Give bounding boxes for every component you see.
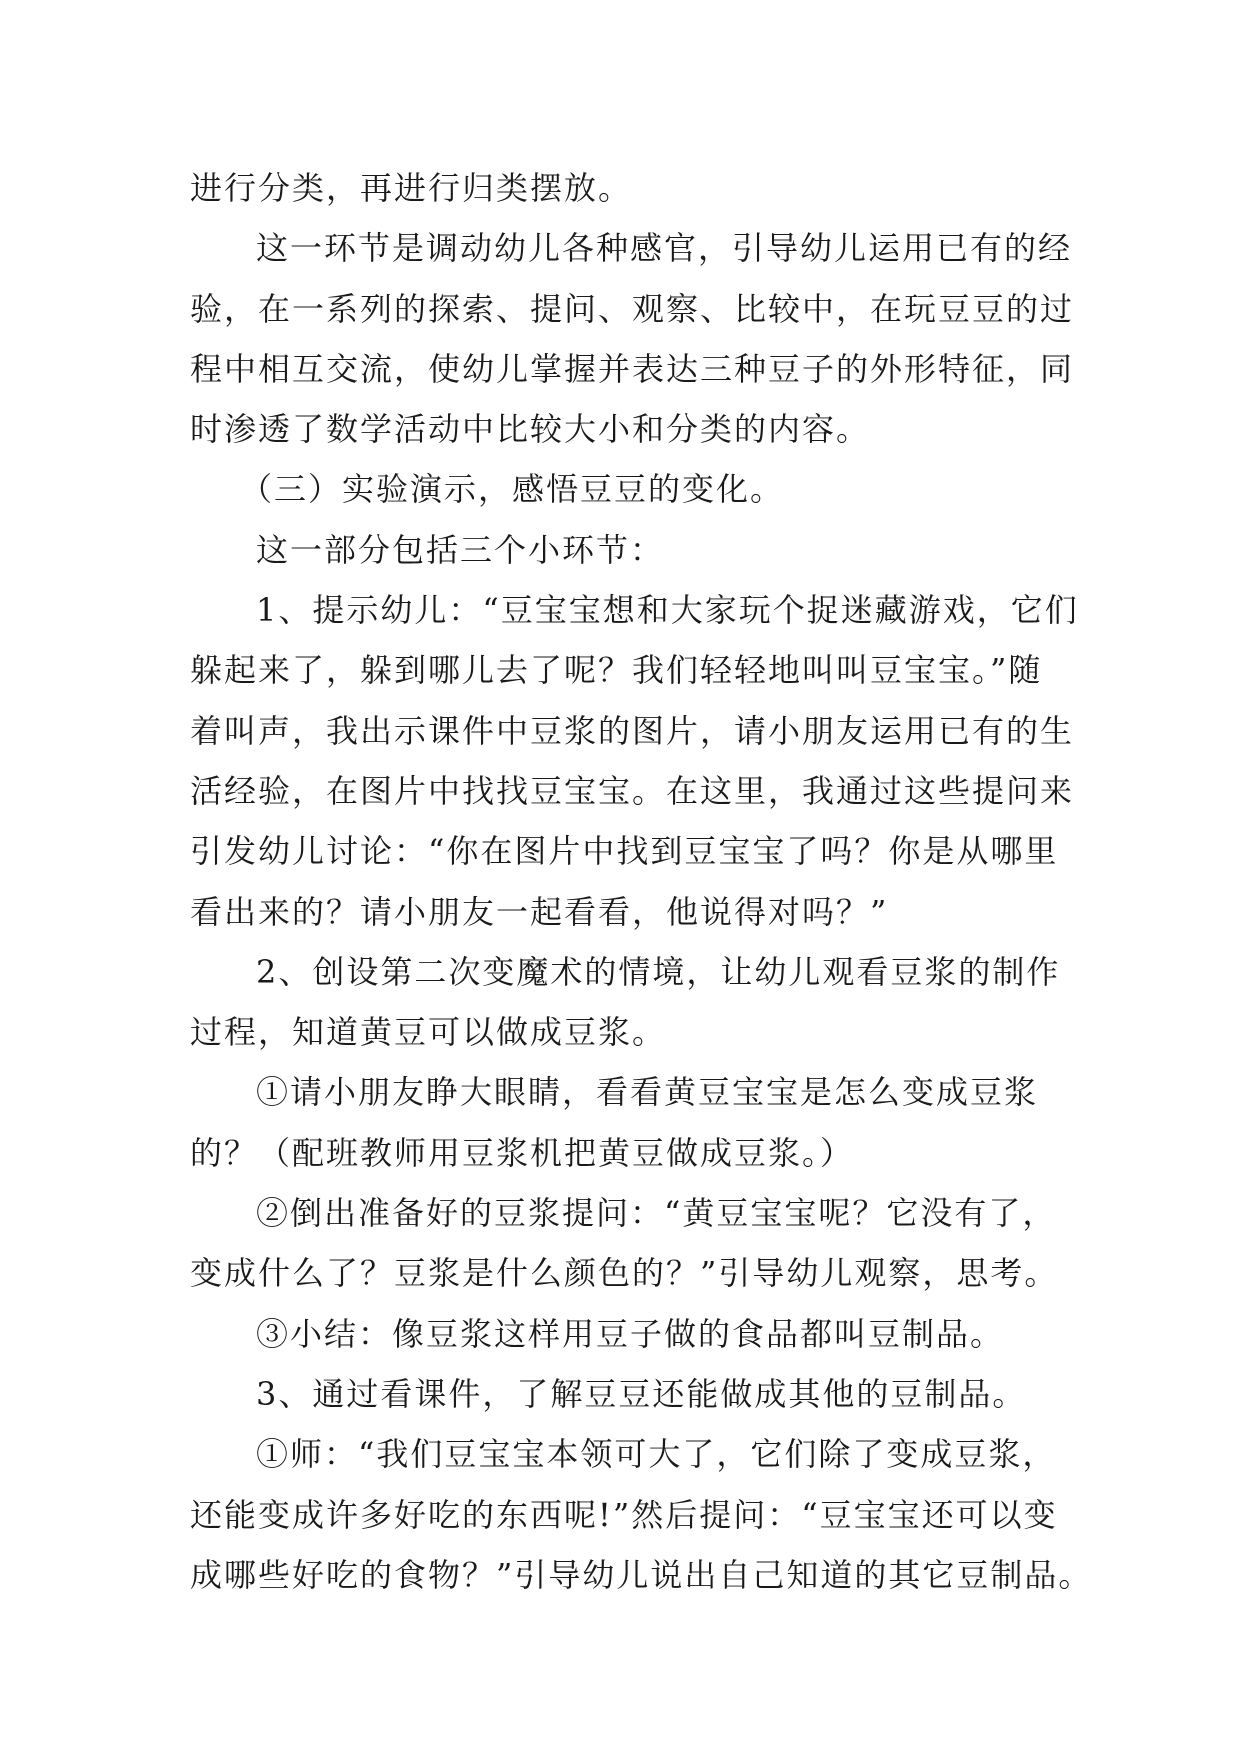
text-line: 躲起来了，躲到哪儿去了呢？我们轻轻地叫叫豆宝宝。”随: [190, 651, 1043, 690]
text-line: ③小结：像豆浆这样用豆子做的食品都叫豆制品。: [256, 1314, 1005, 1353]
text-line: 活经验，在图片中找找豆宝宝。在这里，我通过这些提问来: [190, 771, 1075, 810]
text-line: 这一部分包括三个小环节：: [256, 530, 665, 569]
text-line: 还能变成许多好吃的东西呢!”然后提问：“豆宝宝还可以变: [190, 1495, 1058, 1534]
text-line: 时渗透了数学活动中比较大小和分类的内容。: [190, 410, 871, 449]
text-line: 1、提示幼儿：“豆宝宝想和大家玩个捉迷藏游戏，它们: [256, 591, 1079, 630]
text-line: 引发幼儿讨论：“你在图片中找到豆宝宝了吗？你是从哪里: [190, 832, 1059, 871]
text-line: 过程，知道黄豆可以做成豆浆。: [190, 1013, 667, 1052]
text-line: 的？（配班教师用豆浆机把黄豆做成豆浆。）: [190, 1133, 855, 1172]
text-line: 验，在一系列的探索、提问、观察、比较中，在玩豆豆的过: [190, 289, 1075, 328]
text-line: 3、通过看课件，了解豆豆还能做成其他的豆制品。: [256, 1374, 1027, 1413]
text-line: 进行分类，再进行归类摆放。: [190, 169, 633, 207]
text-line: 这一环节是调动幼儿各种感官，引导幼儿运用已有的经: [256, 229, 1073, 268]
text-line: 变成什么了？豆浆是什么颜色的？”引导幼儿观察，思考。: [190, 1254, 1059, 1293]
text-line: 看出来的？请小朋友一起看看，他说得对吗？”: [190, 892, 889, 931]
section-heading: （三）实验演示，感悟豆豆的变化。: [240, 470, 785, 509]
text-line: ①请小朋友睁大眼睛，看看黄豆宝宝是怎么变成豆浆: [256, 1073, 1039, 1112]
text-line: 成哪些好吃的食物？”引导幼儿说出自己知道的其它豆制品。: [190, 1555, 1093, 1594]
text-line: 程中相互交流，使幼儿掌握并表达三种豆子的外形特征，同: [190, 349, 1075, 388]
text-line: 着叫声，我出示课件中豆浆的图片，请小朋友运用已有的生: [190, 711, 1075, 750]
text-line: ①师：“我们豆宝宝本领可大了，它们除了变成豆浆，: [256, 1435, 1057, 1474]
document-body: [190, 158, 1093, 1605]
text-line: ②倒出准备好的豆浆提问：“黄豆宝宝呢？它没有了，: [256, 1194, 1057, 1233]
text-line: 2、创设第二次变魔术的情境，让幼儿观看豆浆的制作: [256, 952, 1061, 991]
